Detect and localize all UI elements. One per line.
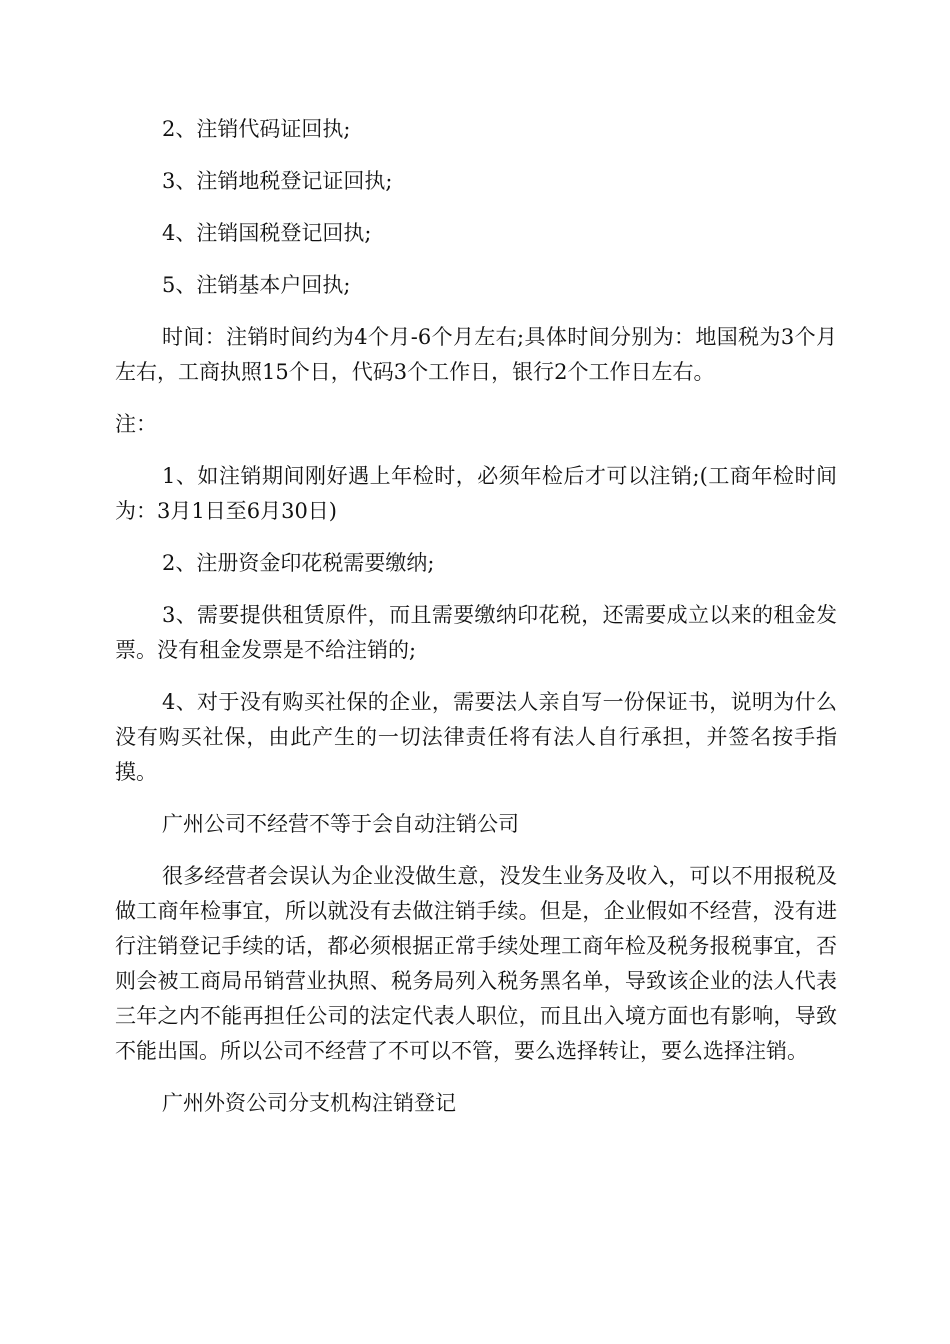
section-heading-foreign-branch-deregistration: 广州外资公司分支机构注销登记 xyxy=(162,1091,456,1115)
list-item-local-tax-receipt: 3、注销地税登记证回执; xyxy=(162,169,393,193)
timeline-paragraph: 时间：注销时间约为4个月-6个月左右;具体时间分别为：地国税为3个月左右，工商执照15个日，代码3个工作日，银行2个工作日左右。 xyxy=(115,325,837,384)
note-item-stamp-duty: 2、注册资金印花税需要缴纳; xyxy=(162,551,435,575)
note-item-annual-inspection: 1、如注销期间刚好遇上年检时，必须年检后才可以注销;(工商年检时间为：3月1日至6月30日) xyxy=(115,464,837,523)
list-item-code-certificate-receipt: 2、注销代码证回执; xyxy=(162,117,351,141)
document-body xyxy=(115,112,837,1138)
note-item-social-insurance: 4、对于没有购买社保的企业，需要法人亲自写一份保证书，说明为什么没有购买社保，由此产生的一切法律责任将有法人自行承担，并签名按手指摸。 xyxy=(115,690,837,784)
section-heading-no-auto-deregistration: 广州公司不经营不等于会自动注销公司 xyxy=(162,812,519,836)
list-item-national-tax-receipt: 4、注销国税登记回执; xyxy=(162,221,372,245)
list-item-basic-account-receipt: 5、注销基本户回执; xyxy=(162,273,351,297)
note-item-lease-invoice: 3、需要提供租赁原件，而且需要缴纳印花税，还需要成立以来的租金发票。没有租金发票是不给注销的; xyxy=(115,603,837,662)
body-paragraph-misconception: 很多经营者会误认为企业没做生意，没发生业务及收入，可以不用报税及做工商年检事宜，所以就没有去做注销手续。但是，企业假如不经营，没有进行注销登记手续的话，都必须根据正常手续处理工商年检及税务报税事宜，否则会被工商局吊销营业执照、税务局列入税务黑名单，导致该企业的法人代表三年之内不能再担任公司的法定代表人职位，而且出入境方面也有影响，导致不能出国。所以公司不经营了不可以不管，要么选择转让，要么选择注销。 xyxy=(115,864,837,1063)
notes-heading: 注： xyxy=(115,412,157,436)
